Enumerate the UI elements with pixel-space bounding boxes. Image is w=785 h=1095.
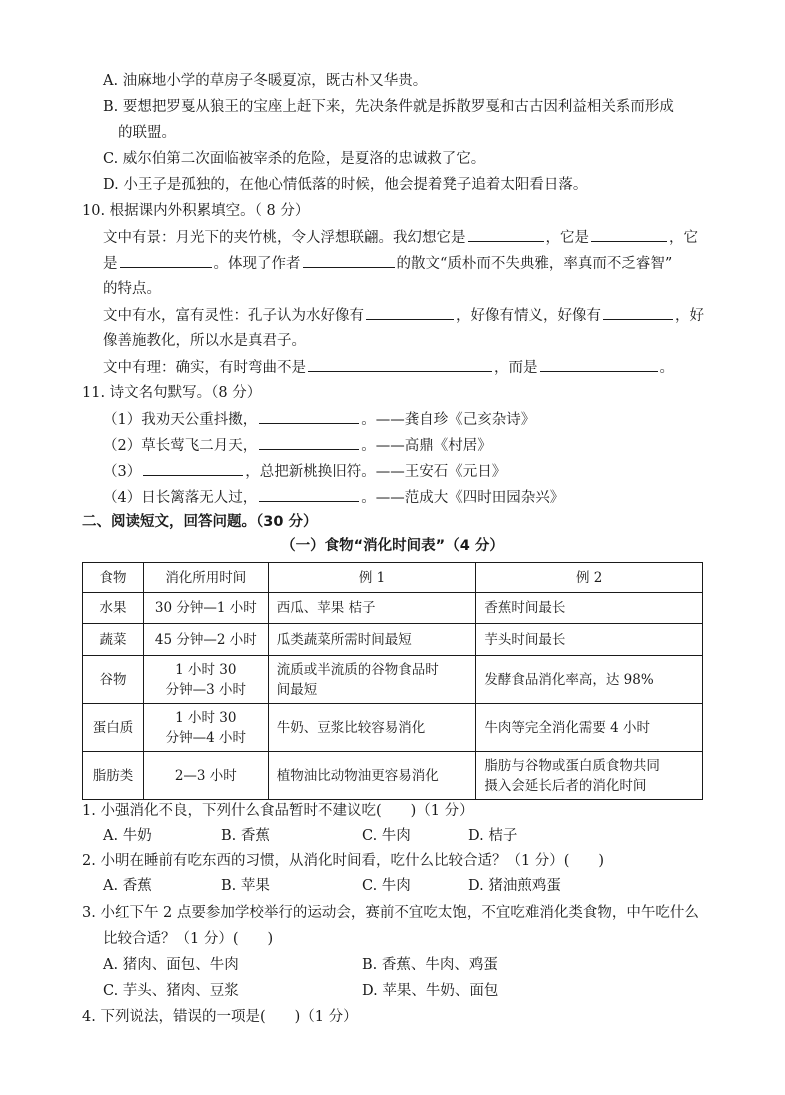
q10-text: 文中有理：确实，有时弯曲不是 [103, 360, 306, 376]
question-1: 1. 小强消化不良，下列什么食品暂时不建议吃( )（1 分） [82, 803, 474, 819]
q3-option[interactable]: A. 猪肉、面包、牛肉 [103, 957, 239, 973]
q11-text: （4）日长篱落无人过， [103, 490, 258, 506]
q10-line5: 像善施教化，所以水是真君子。 [103, 333, 306, 349]
table-row [83, 624, 703, 656]
q10-text: 文中有景：月光下的夹竹桃，令人浮想联翩。我幻想它是 [103, 230, 466, 246]
q1-option[interactable]: C. 牛肉 [362, 828, 411, 844]
table-header: 例 1 [268, 563, 476, 593]
q10-text: ，好像有情义，好像有 [456, 308, 601, 324]
answer-blank[interactable] [468, 227, 544, 242]
question-3: 3. 小红下午 2 点要参加学校举行的运动会，赛前不宜吃太饱，不宜吃难消化类食物，中午吃什么 [82, 905, 699, 921]
table-row [83, 656, 703, 704]
table-cell: 瓜类蔬菜所需时间最短 [268, 624, 476, 656]
option-9b-cont: 的联盟。 [118, 125, 176, 141]
table-cell: 脂肪类 [83, 752, 144, 800]
q2-option[interactable]: C. 牛肉 [362, 878, 411, 894]
answer-blank[interactable] [143, 461, 243, 476]
q10-text: 。体现了作者 [213, 256, 301, 272]
option-9c: C. 威尔伯第二次面临被宰杀的危险，是夏洛的忠诚救了它。 [103, 151, 486, 167]
table-row [83, 704, 703, 752]
q11-text: ，总把新桃换旧符。——王安石《元日》 [245, 464, 507, 480]
q11-title: 11. 诗文名句默写。（8 分） [82, 385, 262, 401]
question-4: 4. 下列说法，错误的一项是( )（1 分） [82, 1009, 358, 1025]
table-row [83, 593, 703, 624]
q10-text: ，它是 [545, 230, 589, 246]
answer-blank[interactable] [259, 409, 359, 424]
table-cell: 牛肉等完全消化需要 4 小时 [476, 704, 703, 752]
q11-text: 。——范成大《四时田园杂兴》 [361, 490, 565, 506]
table-cell: 蛋白质 [83, 704, 144, 752]
q11-item [103, 487, 564, 508]
q1-option[interactable]: A. 牛奶 [103, 828, 152, 844]
table-header-row [83, 563, 703, 593]
answer-blank[interactable] [308, 357, 492, 372]
q10-line6 [103, 357, 674, 378]
table-cell: 香蕉时间最长 [476, 593, 703, 624]
table-cell: 谷物 [83, 656, 144, 704]
answer-blank[interactable] [120, 253, 212, 268]
table-cell: 西瓜、苹果 桔子 [268, 593, 476, 624]
q11-item [103, 461, 506, 482]
answer-blank[interactable] [366, 305, 454, 320]
question-3-cont: 比较合适？（1 分）( ) [103, 931, 274, 947]
table-cell: 脂肪与谷物或蛋白质食物共同 摄入会延长后者的消化时间 [476, 752, 703, 800]
q11-item [103, 435, 492, 456]
q3-option[interactable]: C. 芋头、猪肉、豆浆 [103, 983, 239, 999]
q1-option[interactable]: B. 香蕉 [221, 828, 270, 844]
table-cell: 1 小时 30 分钟—4 小时 [143, 704, 268, 752]
q10-line1 [103, 227, 698, 248]
q1-option[interactable]: D. 桔子 [468, 828, 518, 844]
table-title: （一）食物“消化时间表”（4 分） [281, 538, 504, 554]
table-cell: 牛奶、豆浆比较容易消化 [268, 704, 476, 752]
answer-blank[interactable] [591, 227, 667, 242]
table-cell: 2—3 小时 [143, 752, 268, 800]
question-2: 2. 小明在睡前有吃东西的习惯，从消化时间看，吃什么比较合适？（1 分）( ) [82, 853, 605, 869]
answer-blank[interactable] [303, 253, 395, 268]
q11-text: （2）草长莺飞二月天， [103, 438, 258, 454]
table-cell: 45 分钟—2 小时 [143, 624, 268, 656]
answer-blank[interactable] [540, 357, 658, 372]
q10-line4 [103, 305, 704, 326]
table-cell: 30 分钟—1 小时 [143, 593, 268, 624]
q10-line2 [103, 253, 672, 274]
q10-text: ，而是 [494, 360, 538, 376]
q10-text: 的散文“质朴而不失典雅，率真而不乏睿智” [396, 256, 673, 272]
table-header: 消化所用时间 [143, 563, 268, 593]
q2-option[interactable]: D. 猪油煎鸡蛋 [468, 878, 561, 894]
q10-text: 文中有水，富有灵性：孔子认为水好像有 [103, 308, 364, 324]
q11-text: （1）我劝天公重抖擞， [103, 412, 258, 428]
table-cell: 芋头时间最长 [476, 624, 703, 656]
q10-title: 10. 根据课内外积累填空。（ 8 分） [82, 203, 310, 219]
table-cell: 蔬菜 [83, 624, 144, 656]
q2-option[interactable]: A. 香蕉 [103, 878, 152, 894]
q3-option[interactable]: D. 苹果、牛奶、面包 [362, 983, 499, 999]
q10-line3: 的特点。 [103, 281, 161, 297]
table-header: 食物 [83, 563, 144, 593]
answer-blank[interactable] [603, 305, 673, 320]
option-9b: B. 要想把罗戛从狼王的宝座上赶下来，先决条件就是拆散罗戛和古古因利益相关系而形成 [103, 99, 674, 115]
q10-text: ，好 [675, 308, 704, 324]
table-header: 例 2 [476, 563, 703, 593]
q10-text: 是 [103, 256, 118, 272]
q11-text: （3） [103, 464, 142, 480]
table-cell: 水果 [83, 593, 144, 624]
q2-option[interactable]: B. 苹果 [221, 878, 270, 894]
q10-text: 。 [659, 360, 674, 376]
q11-text: 。——龚自珍《己亥杂诗》 [361, 412, 536, 428]
table-cell: 发酵食品消化率高，达 98% [476, 656, 703, 704]
answer-blank[interactable] [259, 487, 359, 502]
section-title: 二、阅读短文，回答问题。（30 分） [82, 514, 318, 530]
q11-item [103, 409, 535, 430]
q3-option[interactable]: B. 香蕉、牛肉、鸡蛋 [362, 957, 498, 973]
table-cell: 1 小时 30 分钟—3 小时 [143, 656, 268, 704]
answer-blank[interactable] [259, 435, 359, 450]
option-9d: D. 小王子是孤独的，在他心情低落的时候，他会提着凳子追着太阳看日落。 [103, 177, 588, 193]
option-9a: A. 油麻地小学的草房子冬暖夏凉，既古朴又华贵。 [103, 73, 428, 89]
table-cell: 流质或半流质的谷物食品时 间最短 [268, 656, 476, 704]
table-row [83, 752, 703, 800]
digestion-table [82, 562, 703, 800]
table-cell: 植物油比动物油更容易消化 [268, 752, 476, 800]
q11-text: 。——高鼎《村居》 [361, 438, 492, 454]
q10-text: ，它 [669, 230, 698, 246]
